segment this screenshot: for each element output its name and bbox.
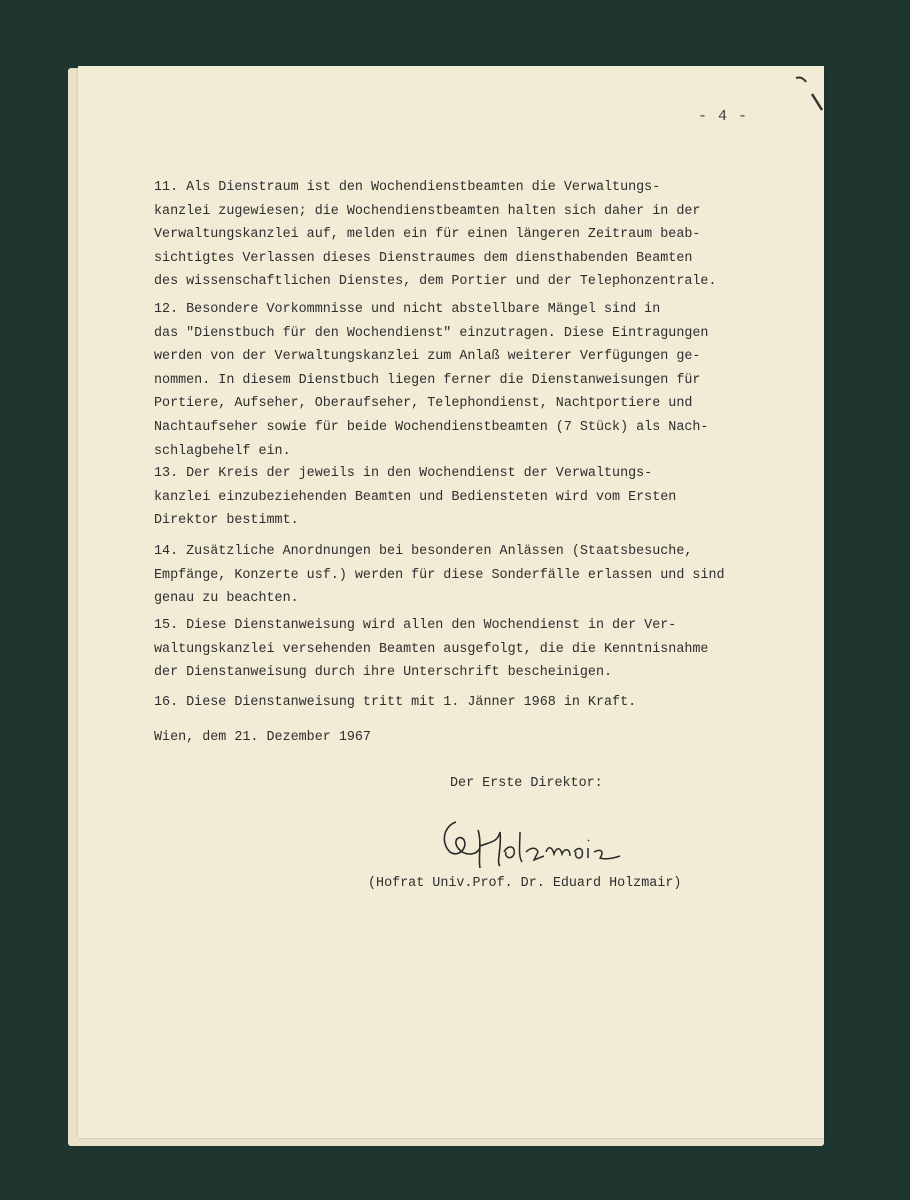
document-page: [78, 66, 824, 1138]
paragraph-11: 11. Als Dienstraum ist den Wochendienstbeamten die Verwaltungs- kanzlei zugewiesen; die Wochendienstbeamten halten sich daher in der Verwaltungskanzlei auf, melden ein für einen längeren Zeitraum beab- sichtigtes Verlassen dieses Dienstraumes dem diensthabenden Beamten des wissenschaftlichen Dienstes, dem Portier und der Telephonzentrale.: [154, 180, 717, 290]
paragraph-16: 16. Diese Dienstanweisung tritt mit 1. Jänner 1968 in Kraft.: [154, 695, 637, 710]
paragraph-14: 14. Zusätzliche Anordnungen bei besonderen Anlässen (Staatsbesuche, Empfänge, Konzerte usf.) werden für diese Sonderfälle erlassen und sind genau zu beachten.: [154, 544, 725, 607]
dateline: Wien, dem 21. Dezember 1967: [154, 730, 371, 745]
paragraph-15: 15. Diese Dienstanweisung wird allen den Wochendienst in der Ver- waltungskanzlei versehenden Beamten ausgefolgt, die die Kenntnisnahme der Dienstanweisung durch ihre Unterschrift bescheinigen.: [154, 618, 709, 681]
signer-title: Der Erste Direktor:: [450, 776, 603, 791]
paragraph-13: 13. Der Kreis der jeweils in den Wochendienst der Verwaltungs- kanzlei einzubeziehenden Beamten und Bediensteten wird vom Ersten Direktor bestimmt.: [154, 466, 677, 529]
staple-mark-icon: [790, 72, 826, 112]
handwritten-signature: [434, 808, 654, 872]
paragraph-12: 12. Besondere Vorkommnisse und nicht abstellbare Mängel sind in das "Dienstbuch für den Wochendienst" einzutragen. Diese Eintragungen werden von der Verwaltungskanzlei zum Anlaß weiterer Verfügungen ge- nommen. In diesem Dienstbuch liegen ferner die Dienstanweisungen für Portiere, Aufseher, Oberaufseher, Telephondienst, Nachtportiere und Nachtaufseher sowie für beide Wochendienstbeamten (7 Stück) als Nach- schlagbehelf ein.: [154, 302, 709, 459]
signer-name: (Hofrat Univ.Prof. Dr. Eduard Holzmair): [368, 876, 682, 891]
page-number: - 4 -: [698, 108, 749, 125]
